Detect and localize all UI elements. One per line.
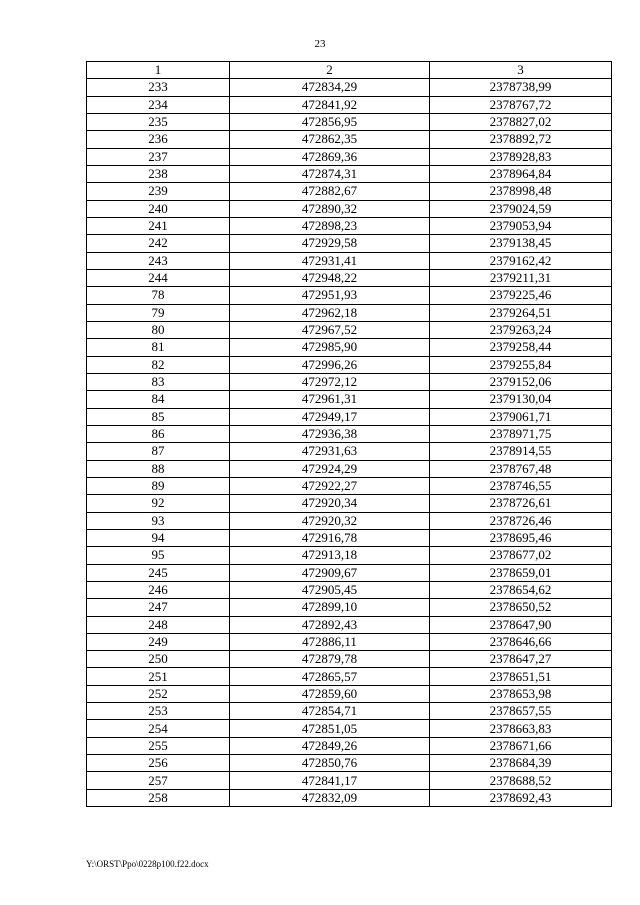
table-row xyxy=(87,755,612,772)
y-coordinate-cell: 2378726,46 xyxy=(430,512,612,529)
y-coordinate-cell: 2379263,24 xyxy=(430,321,612,338)
point-number-cell: 88 xyxy=(87,460,230,477)
table-row xyxy=(87,165,612,182)
y-coordinate-cell: 2378998,48 xyxy=(430,183,612,200)
y-coordinate-cell: 2378746,55 xyxy=(430,477,612,494)
x-coordinate-cell: 472920,32 xyxy=(230,512,430,529)
y-coordinate-cell: 2378726,61 xyxy=(430,495,612,512)
point-number-cell: 247 xyxy=(87,599,230,616)
table-row xyxy=(87,408,612,425)
y-coordinate-cell: 2378684,39 xyxy=(430,755,612,772)
table-row xyxy=(87,703,612,720)
table-row xyxy=(87,599,612,616)
x-coordinate-cell: 472931,41 xyxy=(230,252,430,269)
point-number-cell: 234 xyxy=(87,96,230,113)
y-coordinate-cell: 2379024,59 xyxy=(430,200,612,217)
x-coordinate-cell: 472909,67 xyxy=(230,564,430,581)
y-coordinate-cell: 2378738,99 xyxy=(430,79,612,96)
table-row xyxy=(87,79,612,96)
x-coordinate-cell: 472936,38 xyxy=(230,425,430,442)
table-row xyxy=(87,616,612,633)
point-number-cell: 252 xyxy=(87,685,230,702)
point-number-cell: 245 xyxy=(87,564,230,581)
x-coordinate-cell: 472832,09 xyxy=(230,789,430,806)
table-row xyxy=(87,668,612,685)
x-coordinate-cell: 472961,31 xyxy=(230,391,430,408)
column-header-2: 2 xyxy=(230,62,430,79)
x-coordinate-cell: 472834,29 xyxy=(230,79,430,96)
table-row xyxy=(87,737,612,754)
y-coordinate-cell: 2379053,94 xyxy=(430,217,612,234)
y-coordinate-cell: 2378695,46 xyxy=(430,529,612,546)
point-number-cell: 239 xyxy=(87,183,230,200)
point-number-cell: 95 xyxy=(87,547,230,564)
y-coordinate-cell: 2378663,83 xyxy=(430,720,612,737)
x-coordinate-cell: 472882,67 xyxy=(230,183,430,200)
x-coordinate-cell: 472916,78 xyxy=(230,529,430,546)
table-row xyxy=(87,287,612,304)
x-coordinate-cell: 472922,27 xyxy=(230,477,430,494)
x-coordinate-cell: 472967,52 xyxy=(230,321,430,338)
x-coordinate-cell: 472899,10 xyxy=(230,599,430,616)
point-number-cell: 78 xyxy=(87,287,230,304)
y-coordinate-cell: 2378827,02 xyxy=(430,113,612,130)
y-coordinate-cell: 2379225,46 xyxy=(430,287,612,304)
table-row xyxy=(87,564,612,581)
x-coordinate-cell: 472874,31 xyxy=(230,165,430,182)
y-coordinate-cell: 2378650,52 xyxy=(430,599,612,616)
point-number-cell: 257 xyxy=(87,772,230,789)
y-coordinate-cell: 2379162,42 xyxy=(430,252,612,269)
y-coordinate-cell: 2378914,55 xyxy=(430,443,612,460)
point-number-cell: 84 xyxy=(87,391,230,408)
table-row xyxy=(87,512,612,529)
y-coordinate-cell: 2378657,55 xyxy=(430,703,612,720)
y-coordinate-cell: 2378692,43 xyxy=(430,789,612,806)
y-coordinate-cell: 2378647,27 xyxy=(430,651,612,668)
x-coordinate-cell: 472905,45 xyxy=(230,581,430,598)
y-coordinate-cell: 2378688,52 xyxy=(430,772,612,789)
y-coordinate-cell: 2379138,45 xyxy=(430,235,612,252)
coordinates-table xyxy=(86,61,612,807)
table-row xyxy=(87,651,612,668)
point-number-cell: 253 xyxy=(87,703,230,720)
x-coordinate-cell: 472854,71 xyxy=(230,703,430,720)
table-row xyxy=(87,581,612,598)
y-coordinate-cell: 2378653,98 xyxy=(430,685,612,702)
y-coordinate-cell: 2378651,51 xyxy=(430,668,612,685)
y-coordinate-cell: 2379152,06 xyxy=(430,373,612,390)
x-coordinate-cell: 472886,11 xyxy=(230,633,430,650)
table-row xyxy=(87,131,612,148)
point-number-cell: 94 xyxy=(87,529,230,546)
x-coordinate-cell: 472851,05 xyxy=(230,720,430,737)
x-coordinate-cell: 472948,22 xyxy=(230,269,430,286)
table-row xyxy=(87,425,612,442)
point-number-cell: 85 xyxy=(87,408,230,425)
x-coordinate-cell: 472924,29 xyxy=(230,460,430,477)
point-number-cell: 240 xyxy=(87,200,230,217)
table-row xyxy=(87,200,612,217)
x-coordinate-cell: 472841,92 xyxy=(230,96,430,113)
column-header-3: 3 xyxy=(430,62,612,79)
point-number-cell: 258 xyxy=(87,789,230,806)
x-coordinate-cell: 472862,35 xyxy=(230,131,430,148)
point-number-cell: 233 xyxy=(87,79,230,96)
y-coordinate-cell: 2378767,48 xyxy=(430,460,612,477)
x-coordinate-cell: 472972,12 xyxy=(230,373,430,390)
y-coordinate-cell: 2379255,84 xyxy=(430,356,612,373)
point-number-cell: 238 xyxy=(87,165,230,182)
x-coordinate-cell: 472920,34 xyxy=(230,495,430,512)
table-row xyxy=(87,113,612,130)
y-coordinate-cell: 2378654,62 xyxy=(430,581,612,598)
x-coordinate-cell: 472856,95 xyxy=(230,113,430,130)
table-row xyxy=(87,477,612,494)
x-coordinate-cell: 472898,23 xyxy=(230,217,430,234)
table-row xyxy=(87,321,612,338)
point-number-cell: 242 xyxy=(87,235,230,252)
table-row xyxy=(87,148,612,165)
point-number-cell: 246 xyxy=(87,581,230,598)
table-row xyxy=(87,183,612,200)
point-number-cell: 79 xyxy=(87,304,230,321)
table-row xyxy=(87,460,612,477)
point-number-cell: 89 xyxy=(87,477,230,494)
y-coordinate-cell: 2378671,66 xyxy=(430,737,612,754)
point-number-cell: 93 xyxy=(87,512,230,529)
table-row xyxy=(87,96,612,113)
x-coordinate-cell: 472962,18 xyxy=(230,304,430,321)
table-row xyxy=(87,235,612,252)
point-number-cell: 92 xyxy=(87,495,230,512)
point-number-cell: 83 xyxy=(87,373,230,390)
x-coordinate-cell: 472890,32 xyxy=(230,200,430,217)
y-coordinate-cell: 2378964,84 xyxy=(430,165,612,182)
point-number-cell: 80 xyxy=(87,321,230,338)
column-header-1: 1 xyxy=(87,62,230,79)
table-row xyxy=(87,304,612,321)
point-number-cell: 254 xyxy=(87,720,230,737)
x-coordinate-cell: 472929,58 xyxy=(230,235,430,252)
table-row xyxy=(87,391,612,408)
table-header-row xyxy=(87,62,612,79)
table-row xyxy=(87,339,612,356)
point-number-cell: 250 xyxy=(87,651,230,668)
y-coordinate-cell: 2378647,90 xyxy=(430,616,612,633)
y-coordinate-cell: 2378659,01 xyxy=(430,564,612,581)
x-coordinate-cell: 472892,43 xyxy=(230,616,430,633)
point-number-cell: 243 xyxy=(87,252,230,269)
x-coordinate-cell: 472865,57 xyxy=(230,668,430,685)
x-coordinate-cell: 472869,36 xyxy=(230,148,430,165)
table-row xyxy=(87,373,612,390)
y-coordinate-cell: 2379258,44 xyxy=(430,339,612,356)
y-coordinate-cell: 2378892,72 xyxy=(430,131,612,148)
y-coordinate-cell: 2378971,75 xyxy=(430,425,612,442)
point-number-cell: 236 xyxy=(87,131,230,148)
x-coordinate-cell: 472879,78 xyxy=(230,651,430,668)
point-number-cell: 244 xyxy=(87,269,230,286)
table-row xyxy=(87,685,612,702)
y-coordinate-cell: 2379130,04 xyxy=(430,391,612,408)
point-number-cell: 237 xyxy=(87,148,230,165)
y-coordinate-cell: 2378677,02 xyxy=(430,547,612,564)
table-row xyxy=(87,789,612,806)
point-number-cell: 251 xyxy=(87,668,230,685)
point-number-cell: 241 xyxy=(87,217,230,234)
table-row xyxy=(87,772,612,789)
table-row xyxy=(87,269,612,286)
table-row xyxy=(87,252,612,269)
x-coordinate-cell: 472913,18 xyxy=(230,547,430,564)
x-coordinate-cell: 472985,90 xyxy=(230,339,430,356)
y-coordinate-cell: 2379264,51 xyxy=(430,304,612,321)
y-coordinate-cell: 2378767,72 xyxy=(430,96,612,113)
table-row xyxy=(87,720,612,737)
y-coordinate-cell: 2379211,31 xyxy=(430,269,612,286)
y-coordinate-cell: 2378646,66 xyxy=(430,633,612,650)
table-row xyxy=(87,443,612,460)
footer-file-path: Y:\ORST\Ppo\0228p100.f22.docx xyxy=(86,859,209,869)
x-coordinate-cell: 472931,63 xyxy=(230,443,430,460)
x-coordinate-cell: 472951,93 xyxy=(230,287,430,304)
point-number-cell: 256 xyxy=(87,755,230,772)
point-number-cell: 86 xyxy=(87,425,230,442)
x-coordinate-cell: 472849,26 xyxy=(230,737,430,754)
table-body xyxy=(87,79,612,807)
x-coordinate-cell: 472859,60 xyxy=(230,685,430,702)
x-coordinate-cell: 472850,76 xyxy=(230,755,430,772)
page-number: 23 xyxy=(314,38,326,50)
point-number-cell: 235 xyxy=(87,113,230,130)
table-row xyxy=(87,547,612,564)
point-number-cell: 248 xyxy=(87,616,230,633)
table-row xyxy=(87,633,612,650)
point-number-cell: 255 xyxy=(87,737,230,754)
x-coordinate-cell: 472841,17 xyxy=(230,772,430,789)
point-number-cell: 81 xyxy=(87,339,230,356)
table-row xyxy=(87,356,612,373)
point-number-cell: 87 xyxy=(87,443,230,460)
x-coordinate-cell: 472996,26 xyxy=(230,356,430,373)
y-coordinate-cell: 2378928,83 xyxy=(430,148,612,165)
point-number-cell: 249 xyxy=(87,633,230,650)
table-row xyxy=(87,495,612,512)
table-row xyxy=(87,529,612,546)
y-coordinate-cell: 2379061,71 xyxy=(430,408,612,425)
x-coordinate-cell: 472949,17 xyxy=(230,408,430,425)
point-number-cell: 82 xyxy=(87,356,230,373)
table-row xyxy=(87,217,612,234)
